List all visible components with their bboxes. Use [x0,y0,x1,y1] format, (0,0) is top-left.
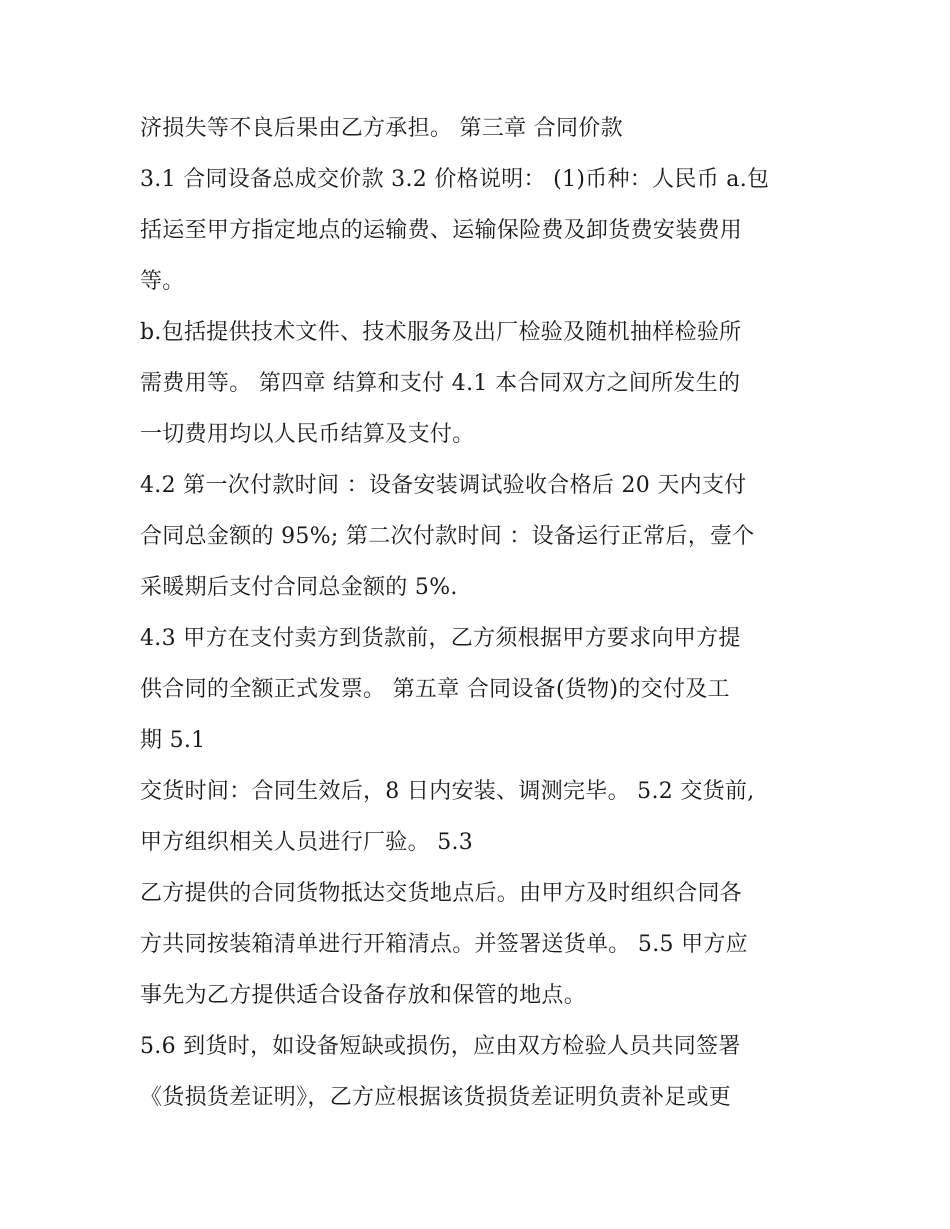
text-line: 《货损货差证明》，乙方应根据该货损货差证明负责补足或更 [140,1085,732,1110]
text-line: 4.2 第一次付款时间 ：设备安装调试验收合格后 20 天内支付 [140,473,747,498]
contract-text [140,109,840,1129]
text-line: 一切费用均以人民币结算及支付。 [140,422,475,447]
text-line: 甲方组织相关人员进行厂验。 5.3 [140,830,474,855]
text-line: 等。 [140,269,185,294]
text-line: 需费用等。 第四章 结算和支付 4.1 本合同双方之间所发生的 [140,371,741,396]
text-line: 采暖期后支付合同总金额的 5%. [140,575,458,600]
text-line: 3.1 合同设备总成交价款 3.2 价格说明： (1)币种：人民币 a.包 [140,167,770,192]
text-line: 乙方提供的合同货物抵达交货地点后。由甲方及时组织合同各 [140,881,743,906]
text-line: 括运至甲方指定地点的运输费、运输保险费及卸货费安装费用 [140,218,743,243]
text-line: 期 5.1 [140,728,206,753]
text-line: 4.3 甲方在支付卖方到货款前，乙方须根据甲方要求向甲方提 [140,626,741,651]
text-line: 事先为乙方提供适合设备存放和保管的地点。 [140,983,587,1008]
text-line: 交货时间：合同生效后，8 日内安装、调测完毕。 5.2 交货前, [140,779,755,804]
text-line: 合同总金额的 95%; 第二次付款时间 ：设备运行正常后，壹个 [140,524,755,549]
text-line: 济损失等不良后果由乙方承担。 第三章 合同价款 [140,116,623,141]
text-line: b.包括提供技术文件、技术服务及出厂检验及随机抽样检验所 [140,320,742,345]
text-line: 方共同按装箱清单进行开箱清点。并签署送货单。 5.5 甲方应 [140,932,748,957]
text-line: 供合同的全额正式发票。 第五章 合同设备(货物)的交付及工 [140,677,730,702]
text-line: 5.6 到货时，如设备短缺或损伤，应由双方检验人员共同签署 [140,1034,741,1059]
